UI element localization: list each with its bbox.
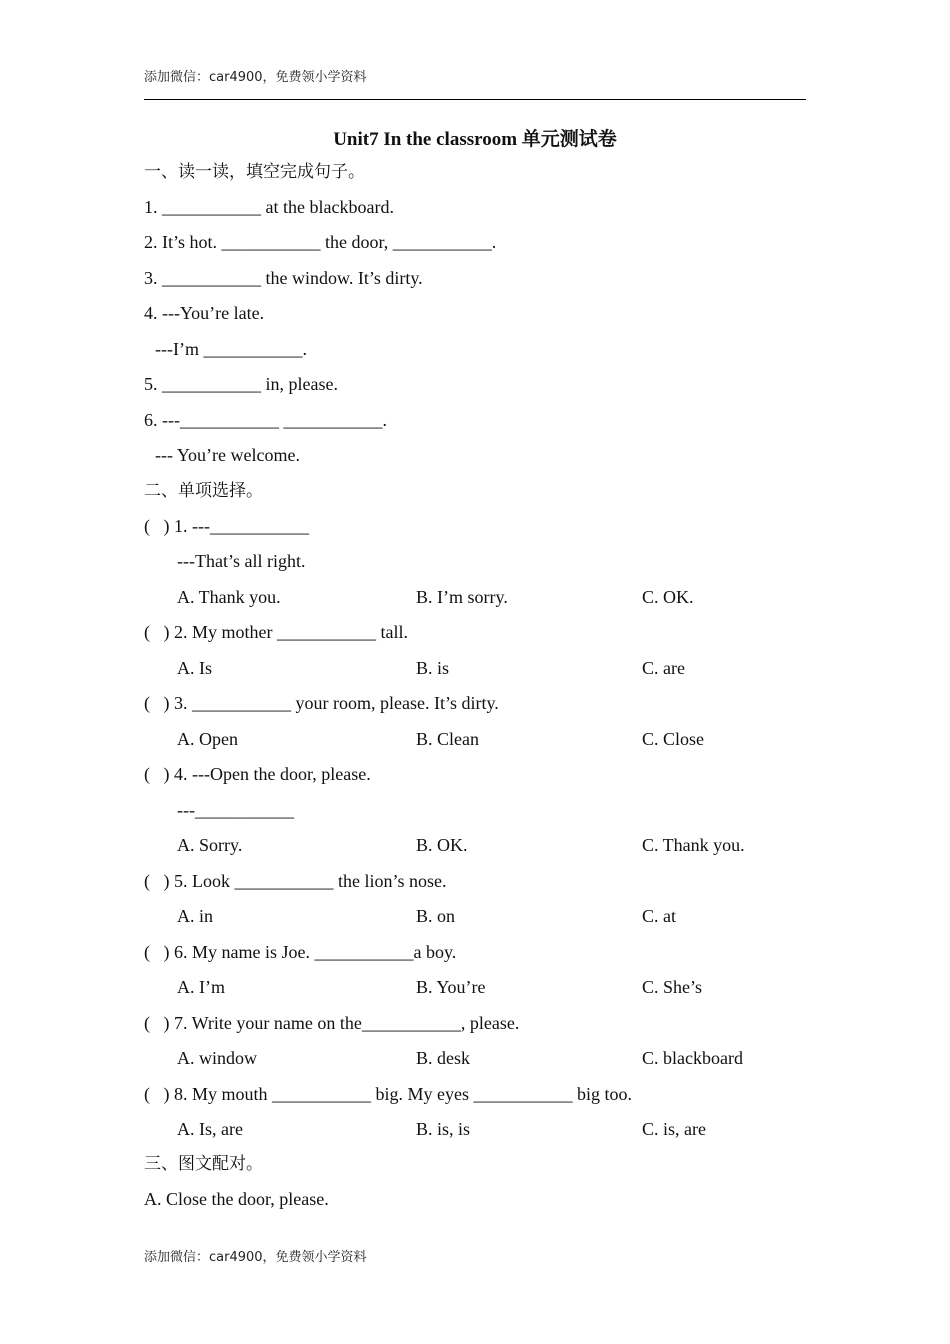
header-note: 添加微信：car4900，免费领小学资料	[144, 70, 367, 85]
question-1-extra: ---That’s all right.	[177, 551, 306, 571]
question-7-option-b: B. desk	[416, 1048, 470, 1068]
fill-line-1: 1. ___________ at the blackboard.	[144, 197, 394, 217]
question-6-option-a: A. I’m	[177, 977, 225, 997]
question-8-stem: ( ) 8. My mouth ___________ big. My eyes ___________ big too.	[144, 1084, 632, 1104]
question-2-stem: ( ) 2. My mother ___________ tall.	[144, 622, 408, 642]
question-8-option-b: B. is, is	[416, 1119, 471, 1139]
question-7-option-c: C. blackboard	[642, 1048, 743, 1068]
question-5-option-a: A. in	[177, 906, 213, 926]
question-3-stem: ( ) 3. ___________ your room, please. It’s dirty.	[144, 693, 499, 713]
question-6-option-b: B. You’re	[416, 977, 486, 997]
question-4-option-a: A. Sorry.	[177, 835, 243, 855]
question-2-option-c: C. are	[642, 658, 685, 678]
question-4-option-c: C. Thank you.	[642, 835, 745, 855]
fill-line-6-reply: --- You’re welcome.	[146, 445, 300, 465]
question-2-option-a: A. Is	[177, 658, 212, 678]
question-1-option-a: A. Thank you.	[177, 587, 281, 607]
question-4-extra: ---___________	[177, 800, 294, 820]
fill-line-4: 4. ---You’re late.	[144, 303, 265, 323]
question-5-option-b: B. on	[416, 906, 456, 926]
section3-heading: 三、图文配对。	[144, 1154, 263, 1174]
fill-line-5: 5. ___________ in, please.	[144, 374, 338, 394]
question-6-stem: ( ) 6. My name is Joe. ___________a boy.	[144, 942, 457, 962]
question-1-option-c: C. OK.	[642, 587, 694, 607]
fill-line-4-reply: ---I’m ___________.	[146, 339, 307, 359]
question-5-option-c: C. at	[642, 906, 676, 926]
section1-heading: 一、读一读，填空完成句子。	[144, 162, 365, 182]
header-divider	[144, 99, 806, 100]
fill-line-3: 3. ___________ the window. It’s dirty.	[144, 268, 423, 288]
fill-line-2: 2. It’s hot. ___________ the door, ___________.	[144, 232, 497, 252]
fill-line-6: 6. ---___________ ___________.	[144, 410, 387, 430]
question-8-option-a: A. Is, are	[177, 1119, 243, 1139]
section2-heading: 二、单项选择。	[144, 481, 263, 501]
page-title: Unit7 In the classroom 单元测试卷	[333, 129, 617, 150]
question-7-option-a: A. window	[177, 1048, 257, 1068]
match-line-a: A. Close the door, please.	[144, 1189, 329, 1209]
question-4-option-b: B. OK.	[416, 835, 468, 855]
question-1-option-b: B. I’m sorry.	[416, 587, 508, 607]
question-3-option-c: C. Close	[642, 729, 705, 749]
question-8-option-c: C. is, are	[642, 1119, 706, 1139]
question-5-stem: ( ) 5. Look ___________ the lion’s nose.	[144, 871, 447, 891]
question-1-stem: ( ) 1. ---___________	[144, 516, 309, 536]
question-2-option-b: B. is	[416, 658, 450, 678]
question-4-stem: ( ) 4. ---Open the door, please.	[144, 764, 371, 784]
question-3-option-a: A. Open	[177, 729, 238, 749]
footer-note: 添加微信：car4900，免费领小学资料	[144, 1250, 367, 1265]
question-3-option-b: B. Clean	[416, 729, 479, 749]
question-7-stem: ( ) 7. Write your name on the___________, please.	[144, 1013, 520, 1033]
question-6-option-c: C. She’s	[642, 977, 703, 997]
